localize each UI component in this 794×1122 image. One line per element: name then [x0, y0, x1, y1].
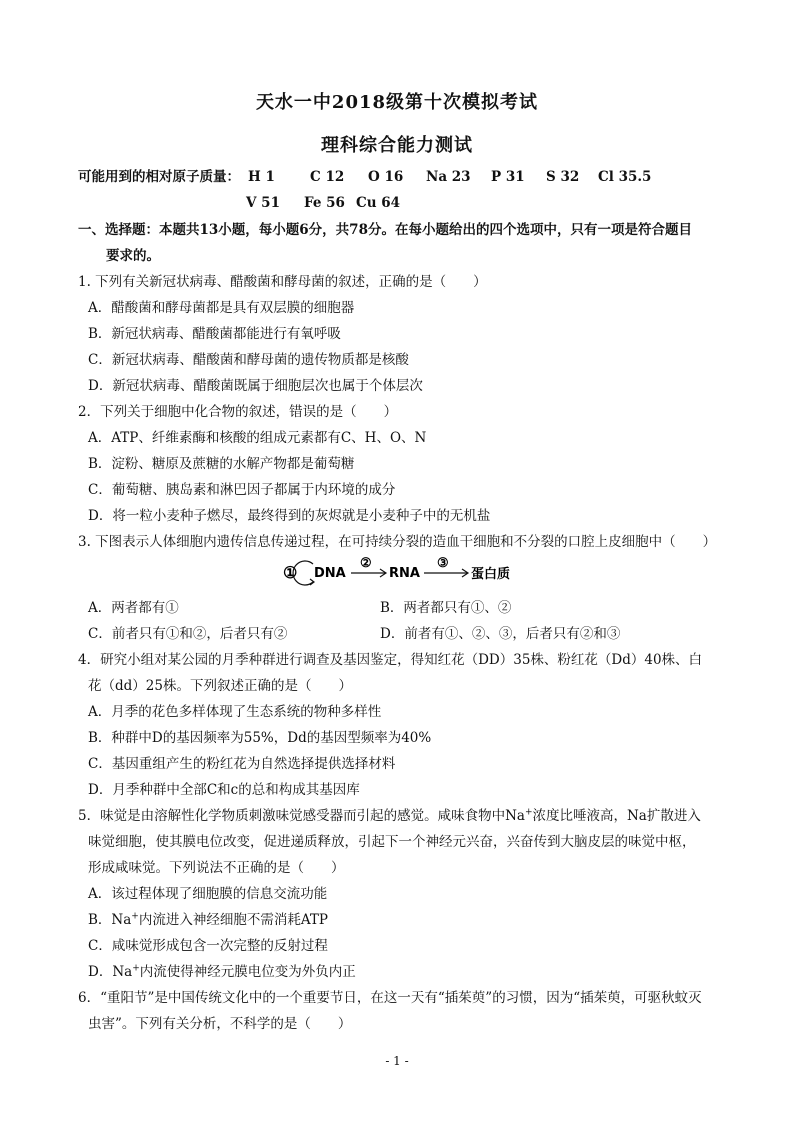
question-6-stem-cont: 虫害”。下列有关分析，不科学的是（ ） — [88, 1016, 352, 1032]
mass-s: S 32 — [546, 169, 580, 185]
diagram-rna: RNA — [389, 566, 420, 581]
q2-option-c: C．葡萄糖、胰岛素和淋巴因子都属于内环境的成分 — [88, 482, 396, 498]
q4-option-a: A．月季的花色多样体现了生态系统的物种多样性 — [88, 704, 382, 720]
question-4-stem: 4．研究小组对某公园的月季种群进行调查及基因鉴定，得知红花（DD）35株、粉红花（Dd）40株、白 — [78, 652, 703, 668]
q3-option-a: A．两者都有① — [88, 600, 179, 616]
q2-option-a: A．ATP、纤维素酶和核酸的组成元素都有C、H、O、N — [88, 430, 427, 446]
atomic-masses — [78, 164, 651, 216]
q5-option-c: C．咸味觉形成包含一次完整的反射过程 — [88, 938, 328, 954]
superscript-plus: + — [132, 963, 140, 974]
mass-o: O 16 — [368, 169, 404, 185]
atomic-masses-label: 可能用到的相对原子质量： — [78, 169, 240, 185]
q5-d-part: D．Na — [88, 964, 133, 980]
mass-v: V 51 — [246, 195, 280, 211]
q2-option-b: B．淀粉、糖原及蔗糖的水解产物都是葡萄糖 — [88, 456, 355, 472]
exam-subtitle: 理科综合能力测试 — [321, 135, 473, 156]
mass-cu: Cu 64 — [356, 195, 401, 211]
question-6-stem: 6．“重阳节”是中国传统文化中的一个重要节日，在这一天有“插茱萸”的习惯，因为“插茱萸，可驱秋蚊灭 — [78, 990, 702, 1006]
mass-na: Na 23 — [426, 169, 471, 185]
q3-option-d: D．前者有①、②、③，后者只有②和③ — [380, 626, 621, 642]
q4-option-c: C．基因重组产生的粉红花为自然选择提供选择材料 — [88, 756, 396, 772]
exam-title: 天水一中2018级第十次模拟考试 — [255, 92, 539, 113]
q1-option-b: B．新冠状病毒、醋酸菌都能进行有氧呼吸 — [88, 326, 341, 342]
q5-stem-part: 5．味觉是由溶解性化学物质刺激味觉感受器而引起的感觉。咸味食物中Na — [78, 808, 525, 824]
page-number: - 1 - — [385, 1054, 409, 1068]
q3-option-c: C．前者只有①和②，后者只有② — [88, 626, 288, 642]
mass-h: H 1 — [248, 169, 275, 185]
question-1-stem: 1. 下列有关新冠状病毒、醋酸菌和酵母菌的叙述，正确的是（ ） — [78, 274, 487, 290]
mass-cl: Cl 35.5 — [598, 169, 652, 185]
question-5-stem-cont2: 形成咸味觉。下列说法不正确的是（ ） — [88, 860, 345, 876]
question-5-stem — [78, 804, 701, 824]
q1-option-a: A．醋酸菌和酵母菌都是具有双层膜的细胞器 — [88, 300, 355, 316]
q3-option-b: B．两者都只有①、② — [380, 600, 512, 616]
section-heading-cont: 要求的。 — [106, 248, 160, 264]
q4-option-d: D．月季种群中全部C和c的总和构成其基因库 — [88, 782, 360, 798]
superscript-plus: + — [131, 911, 139, 922]
mass-c: C 12 — [310, 169, 345, 185]
diagram-dna: DNA — [314, 566, 346, 581]
question-4-stem-cont: 花（dd）25株。下列叙述正确的是（ ） — [88, 678, 352, 694]
question-5-stem-cont: 味觉细胞，使其膜电位改变，促进递质释放，引起下一个神经元兴奋，兴奋传到大脑皮层的味觉中枢， — [88, 834, 696, 850]
question-3-stem: 3. 下图表示人体细胞内遗传信息传递过程，在可持续分裂的造血干细胞和不分裂的口腔上皮细胞中（ ） — [78, 534, 717, 550]
q5-d-part: 内流使得神经元膜电位变为外负内正 — [139, 964, 356, 980]
q2-option-d: D．将一粒小麦种子燃尽，最终得到的灰烬就是小麦种子中的无机盐 — [88, 508, 491, 524]
q5-option-b — [88, 908, 328, 928]
q4-option-b: B．种群中D的基因频率为55%，Dd的基因型频率为40% — [88, 730, 432, 746]
section-heading: 一、选择题：本题共13小题，每小题6分，共78分。在每小题给出的四个选项中，只有一项是符合题目 — [78, 222, 692, 238]
q5-b-part: 内流进入神经细胞不需消耗ATP — [138, 912, 328, 928]
diagram-label-2: ② — [360, 556, 372, 571]
mass-p: P 31 — [491, 169, 525, 185]
superscript-plus: + — [524, 807, 533, 818]
q1-option-d: D．新冠状病毒、醋酸菌既属于细胞层次也属于个体层次 — [88, 378, 423, 394]
q5-b-part: B．Na — [88, 912, 132, 928]
diagram-label-3: ③ — [437, 556, 449, 571]
diagram-protein: 蛋白质 — [471, 567, 511, 582]
gene-expression-diagram — [283, 556, 523, 586]
q1-option-c: C．新冠状病毒、醋酸菌和酵母菌的遗传物质都是核酸 — [88, 352, 409, 368]
q5-stem-part: 浓度比唾液高，Na扩散进入 — [532, 808, 701, 824]
q5-option-a: A．该过程体现了细胞膜的信息交流功能 — [88, 886, 328, 902]
q5-option-d — [88, 960, 356, 980]
question-2-stem: 2．下列关于细胞中化合物的叙述，错误的是（ ） — [78, 404, 398, 420]
mass-fe: Fe 56 — [304, 195, 345, 211]
diagram-label-1: ① — [283, 563, 298, 582]
